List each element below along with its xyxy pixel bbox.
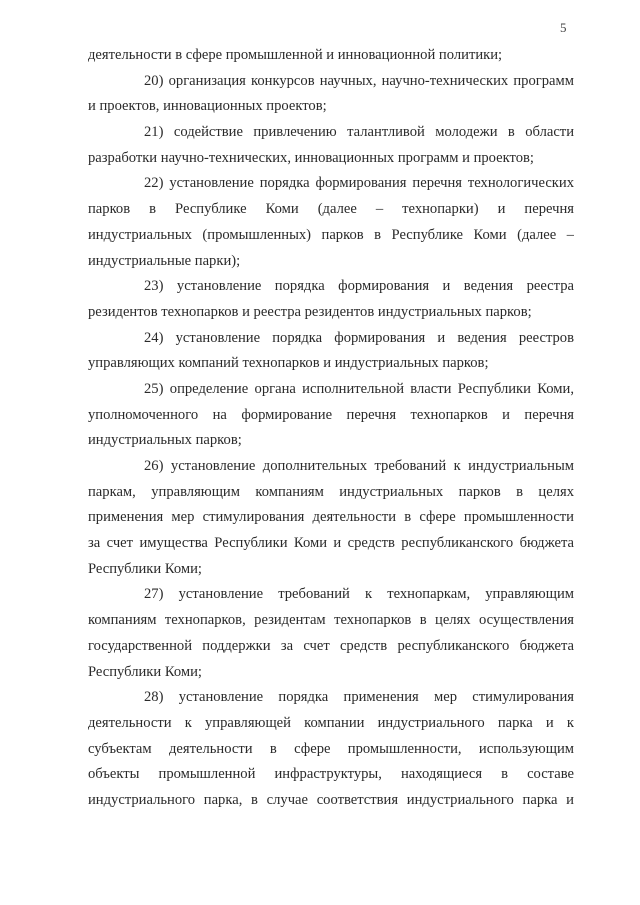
text-line: Республики Коми; [88,560,202,577]
body-text [88,43,574,814]
text-line: и проектов, инновационных проектов; [88,98,327,115]
text-line: 28) установление порядка применения мер стимулирования [144,689,574,706]
text-line: объекты промышленной инфраструктуры, находящиеся в составе [88,766,574,783]
text-line: разработки научно-технических, инновационных программ и проектов; [88,149,534,166]
text-line: 23) установление порядка формирования и ведения реестра [144,278,574,295]
text-line: применения мер стимулирования деятельности в сфере промышленности [88,509,574,526]
page-number: 5 [560,20,567,35]
text-line: резидентов технопарков и реестра резидентов индустриальных парков; [88,303,532,320]
text-line: 25) определение органа исполнительной власти Республики Коми, [144,380,574,397]
text-line: государственной поддержки за счет средств республиканского бюджета [88,637,574,654]
text-line: деятельности в сфере промышленной и инновационной политики; [88,47,503,63]
text-line: 21) содействие привлечению талантливой молодежи в области [144,124,574,141]
text-line: деятельности к управляющей компании индустриального парка и к [88,714,574,731]
text-line: индустриального парка, в случае соответствия индустриального парка и [88,791,574,808]
text-line: 26) установление дополнительных требований к индустриальным [144,458,574,474]
text-line: индустриальные парки); [88,252,241,269]
text-line: за счет имущества Республики Коми и средств республиканского бюджета [88,535,574,552]
text-line: индустриальных (промышленных) парков в Республике Коми (далее – [88,226,574,243]
text-line: 27) установление требований к технопаркам, управляющим [144,586,574,603]
text-line: 20) организация конкурсов научных, научно-технических программ [144,72,574,89]
text-line: парков в Республике Коми (далее – технопарки) и перечня [88,201,574,218]
text-line: управляющих компаний технопарков и индустриальных парков; [88,355,489,372]
text-line: Республики Коми; [88,663,202,680]
text-line: 24) установление порядка формирования и ведения реестров [144,329,574,346]
text-line: паркам, управляющим компаниям индустриальных парков в целях [88,483,574,500]
text-line: компаниям технопарков, резидентам технопарков в целях осуществления [88,612,574,629]
text-line: индустриальных парков; [88,432,242,449]
text-line: субъектам деятельности в сфере промышленности, использующим [88,740,574,757]
text-line: уполномоченного на формирование перечня технопарков и перечня [88,406,574,423]
text-line: 22) установление порядка формирования перечня технологических [144,175,574,192]
